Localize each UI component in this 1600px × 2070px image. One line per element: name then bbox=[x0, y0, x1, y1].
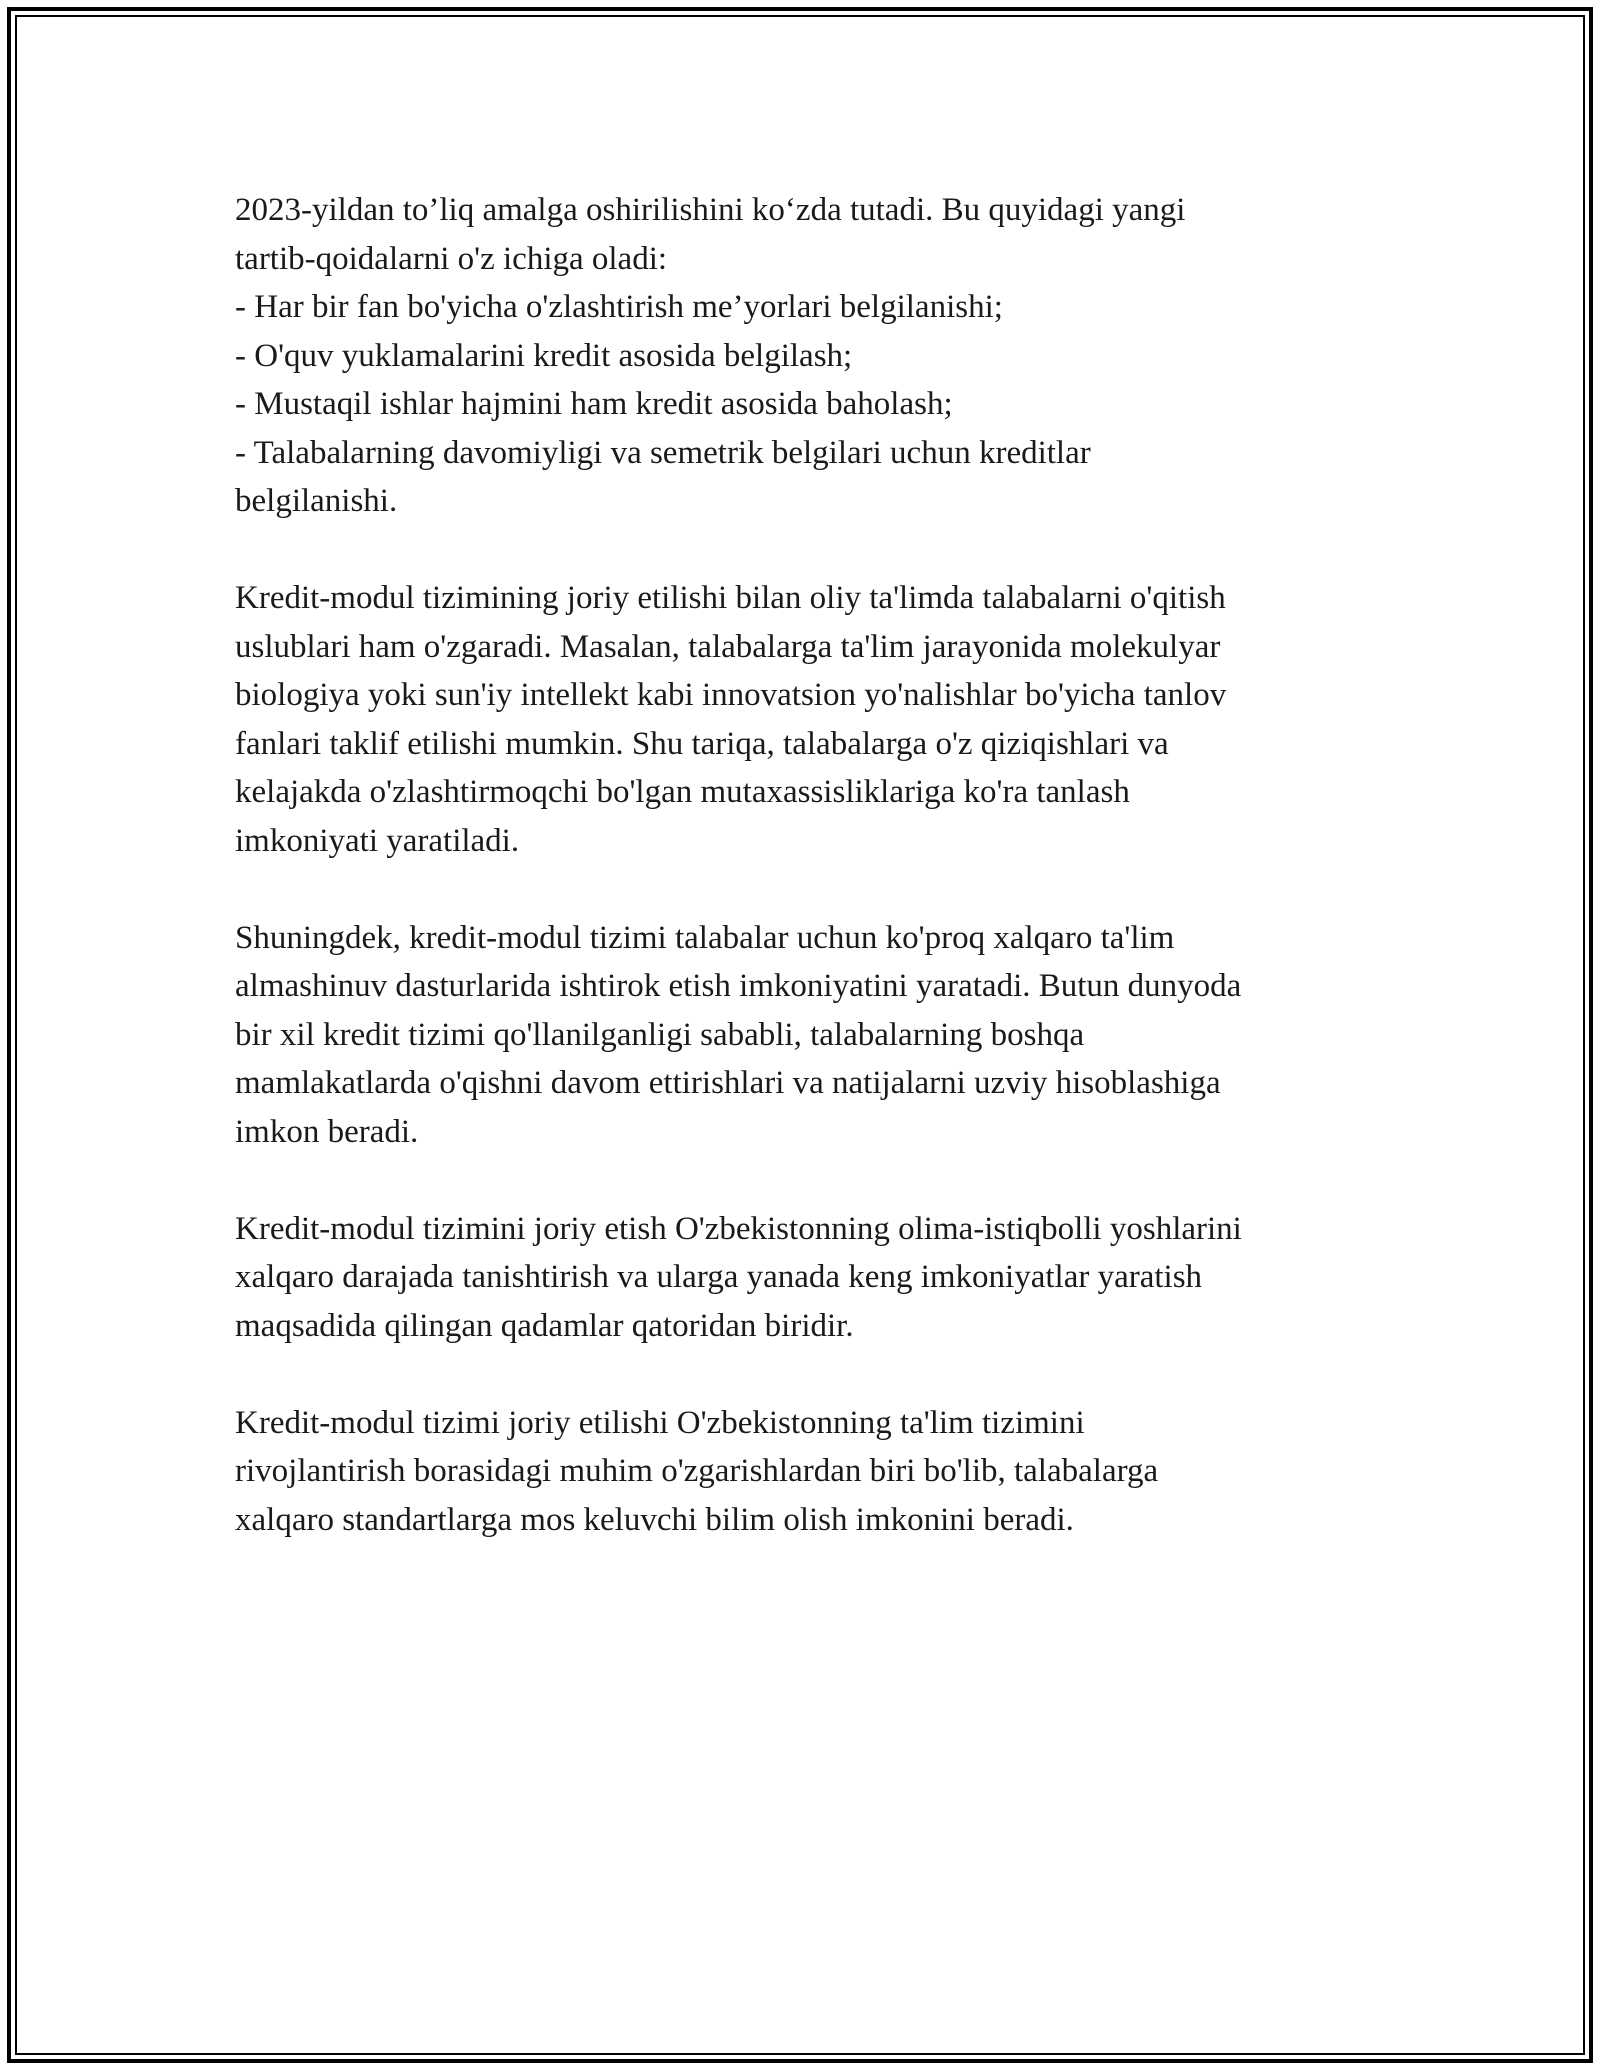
text-line: 2023-yildan to’liq amalga oshirilishini ko‘zda tutadi. Bu quyidagi yangi bbox=[235, 192, 1186, 228]
text-line: imkoniyati yaratiladi. bbox=[235, 822, 520, 859]
text-line: kelajakda o'zlashtirmoqchi bo'lgan mutaxassisliklariga ko'ra tanlash bbox=[235, 774, 1130, 810]
list-item: - Talabalarning davomiyligi va semetrik belgilari uchun kreditlar bbox=[235, 434, 1091, 471]
list-item: - O'quv yuklamalarini kredit asosida belgilash; bbox=[235, 337, 853, 374]
list-item: - Mustaqil ishlar hajmini ham kredit asosida baholash; bbox=[235, 386, 953, 422]
paragraph-conclusion bbox=[235, 1399, 1365, 1545]
text-line: imkon beradi. bbox=[235, 1113, 419, 1150]
text-line: Kredit-modul tizimi joriy etilishi O'zbekistonning ta'lim tizimini bbox=[235, 1404, 1085, 1441]
text-line: rivojlantirish borasidagi muhim o'zgarishlardan biri bo'lib, talabalarga bbox=[235, 1453, 1159, 1489]
text-line: belgilanishi. bbox=[235, 483, 398, 519]
text-line: maqsadida qilingan qadamlar qatoridan biridir. bbox=[235, 1307, 854, 1344]
text-line: fanlari taklif etilishi mumkin. Shu tariqa, talabalarga o'z qiziqishlari va bbox=[235, 725, 1169, 762]
text-line: almashinuv dasturlarida ishtirok etish imkoniyatini yaratadi. Butun dunyoda bbox=[235, 968, 1242, 1004]
text-line: bir xil kredit tizimi qo'llanilganligi sababli, talabalarning boshqa bbox=[235, 1016, 1085, 1053]
list-item: - Har bir fan bo'yicha o'zlashtirish me’yorlari belgilanishi; bbox=[235, 289, 1003, 325]
text-line: xalqaro darajada tanishtirish va ularga yanada keng imkoniyatlar yaratish bbox=[235, 1259, 1203, 1295]
text-line: Shuningdek, kredit-modul tizimi talabalar uchun ko'proq xalqaro ta'lim bbox=[235, 919, 1175, 956]
document-body bbox=[235, 186, 1365, 1593]
paragraph-youth-opportunities bbox=[235, 1205, 1365, 1351]
text-line: tartib-qoidalarni o'z ichiga oladi: bbox=[235, 240, 668, 277]
paragraph-teaching-methods bbox=[235, 574, 1365, 865]
text-line: uslublari ham o'zgaradi. Masalan, talabalarga ta'lim jarayonida molekulyar bbox=[235, 628, 1221, 665]
text-line: mamlakatlarda o'qishni davom ettirishlari va natijalarni uzviy hisoblashiga bbox=[235, 1065, 1221, 1101]
text-line: Kredit-modul tizimining joriy etilishi bilan oliy ta'limda talabalarni o'qitish bbox=[235, 580, 1226, 616]
text-line: biologiya yoki sun'iy intellekt kabi innovatsion yo'nalishlar bo'yicha tanlov bbox=[235, 677, 1227, 713]
paragraph-credit-rules bbox=[235, 186, 1365, 526]
text-line: xalqaro standartlarga mos keluvchi bilim olish imkonini beradi. bbox=[235, 1501, 1074, 1538]
text-line: Kredit-modul tizimini joriy etish O'zbekistonning olima-istiqbolli yoshlarini bbox=[235, 1210, 1242, 1247]
paragraph-international-exchange bbox=[235, 914, 1365, 1157]
